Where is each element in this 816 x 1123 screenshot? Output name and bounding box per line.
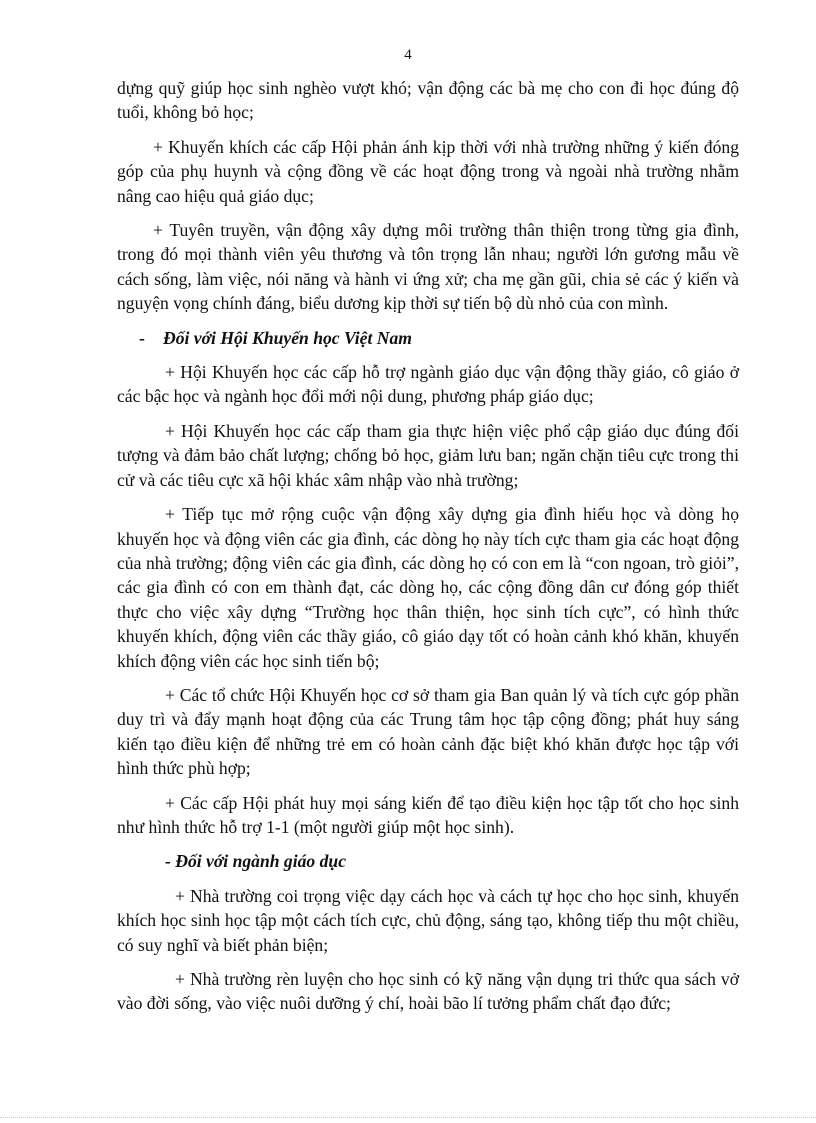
section-heading (117, 326, 739, 350)
page-number: 4 (404, 47, 412, 63)
section-heading: - Đối với ngành giáo dục (165, 851, 346, 872)
paragraph-item: + Nhà trường coi trọng việc dạy cách học và cách tự học cho học sinh, khuyến khích học sinh học tập một cách tích cực, chủ động, sáng tạo, không tiếp thu một chiều, có suy nghĩ và biết phản biện; (117, 885, 739, 955)
page-bottom-divider (0, 1117, 816, 1118)
heading-dash: - (139, 327, 145, 348)
paragraph-item: + Tuyên truyền, vận động xây dựng môi trường thân thiện trong từng gia đình, trong đó mọi thành viên yêu thương và tôn trọng lẫn nhau; người lớn gương mẫu về cách sống, làm việc, nói năng và hành vi ứng xử; cha mẹ gần gũi, chia sẻ các ý kiến và nguyện vọng chính đáng, biểu dương kịp thời sự tiến bộ dù nhỏ của con mình. (117, 220, 739, 314)
paragraph-item: + Hội Khuyến học các cấp tham gia thực hiện việc phổ cập giáo dục đúng đối tượng và đảm bảo chất lượng; chống bỏ học, giảm lưu ban; ngăn chặn tiêu cực trong thi cử và các tiêu cực xã hội khác xâm nhập vào nhà trường; (117, 420, 739, 490)
paragraph-item: + Hội Khuyến học các cấp hỗ trợ ngành giáo dục vận động thầy giáo, cô giáo ở các bậc học và ngành học đổi mới nội dung, phương pháp giáo dục; (117, 362, 739, 407)
heading-text: Đối với Hội Khuyến học Việt Nam (163, 327, 412, 348)
document-body (117, 76, 739, 1026)
paragraph-item: + Khuyến khích các cấp Hội phản ánh kịp thời với nhà trường những ý kiến đóng góp của phụ huynh và cộng đồng về các hoạt động trong và ngoài nhà trường nhằm nâng cao hiệu quả giáo dục; (117, 136, 739, 206)
paragraph-item: + Tiếp tục mở rộng cuộc vận động xây dựng gia đình hiếu học và dòng họ khuyến học và động viên các gia đình, các dòng họ này tích cực tham gia các hoạt động của nhà trường; động viên các gia đình, các dòng họ có con em là “con ngoan, trò giỏi”, các gia đình có con em thành đạt, các dòng họ, các cộng đồng dân cư đóng góp thiết thực cho việc xây dựng “Trường học thân thiện, học sinh tích cực”, có hình thức khuyến khích, động viên các thầy giáo, cô giáo dạy tốt có hoàn cảnh khó khăn, khuyến khích động viên các học sinh tiến bộ; (117, 504, 739, 671)
paragraph-item: + Các tổ chức Hội Khuyến học cơ sở tham gia Ban quản lý và tích cực góp phần duy trì và đẩy mạnh hoạt động của các Trung tâm học tập cộng đồng; phát huy sáng kiến tạo điều kiện để những trẻ em có hoàn cảnh đặc biệt khó khăn được học tập với hình thức phù hợp; (117, 684, 739, 779)
paragraph-item: + Nhà trường rèn luyện cho học sinh có kỹ năng vận dụng tri thức qua sách vở vào đời sống, vào việc nuôi dưỡng ý chí, hoài bão lí tưởng phẩm chất đạo đức; (117, 969, 739, 1014)
paragraph-continuation: dựng quỹ giúp học sinh nghèo vượt khó; vận động các bà mẹ cho con đi học đúng độ tuổi, không bỏ học; (117, 78, 739, 123)
paragraph-item: + Các cấp Hội phát huy mọi sáng kiến để tạo điều kiện học tập tốt cho học sinh như hình thức hỗ trợ 1-1 (một người giúp một học sinh). (117, 792, 739, 837)
